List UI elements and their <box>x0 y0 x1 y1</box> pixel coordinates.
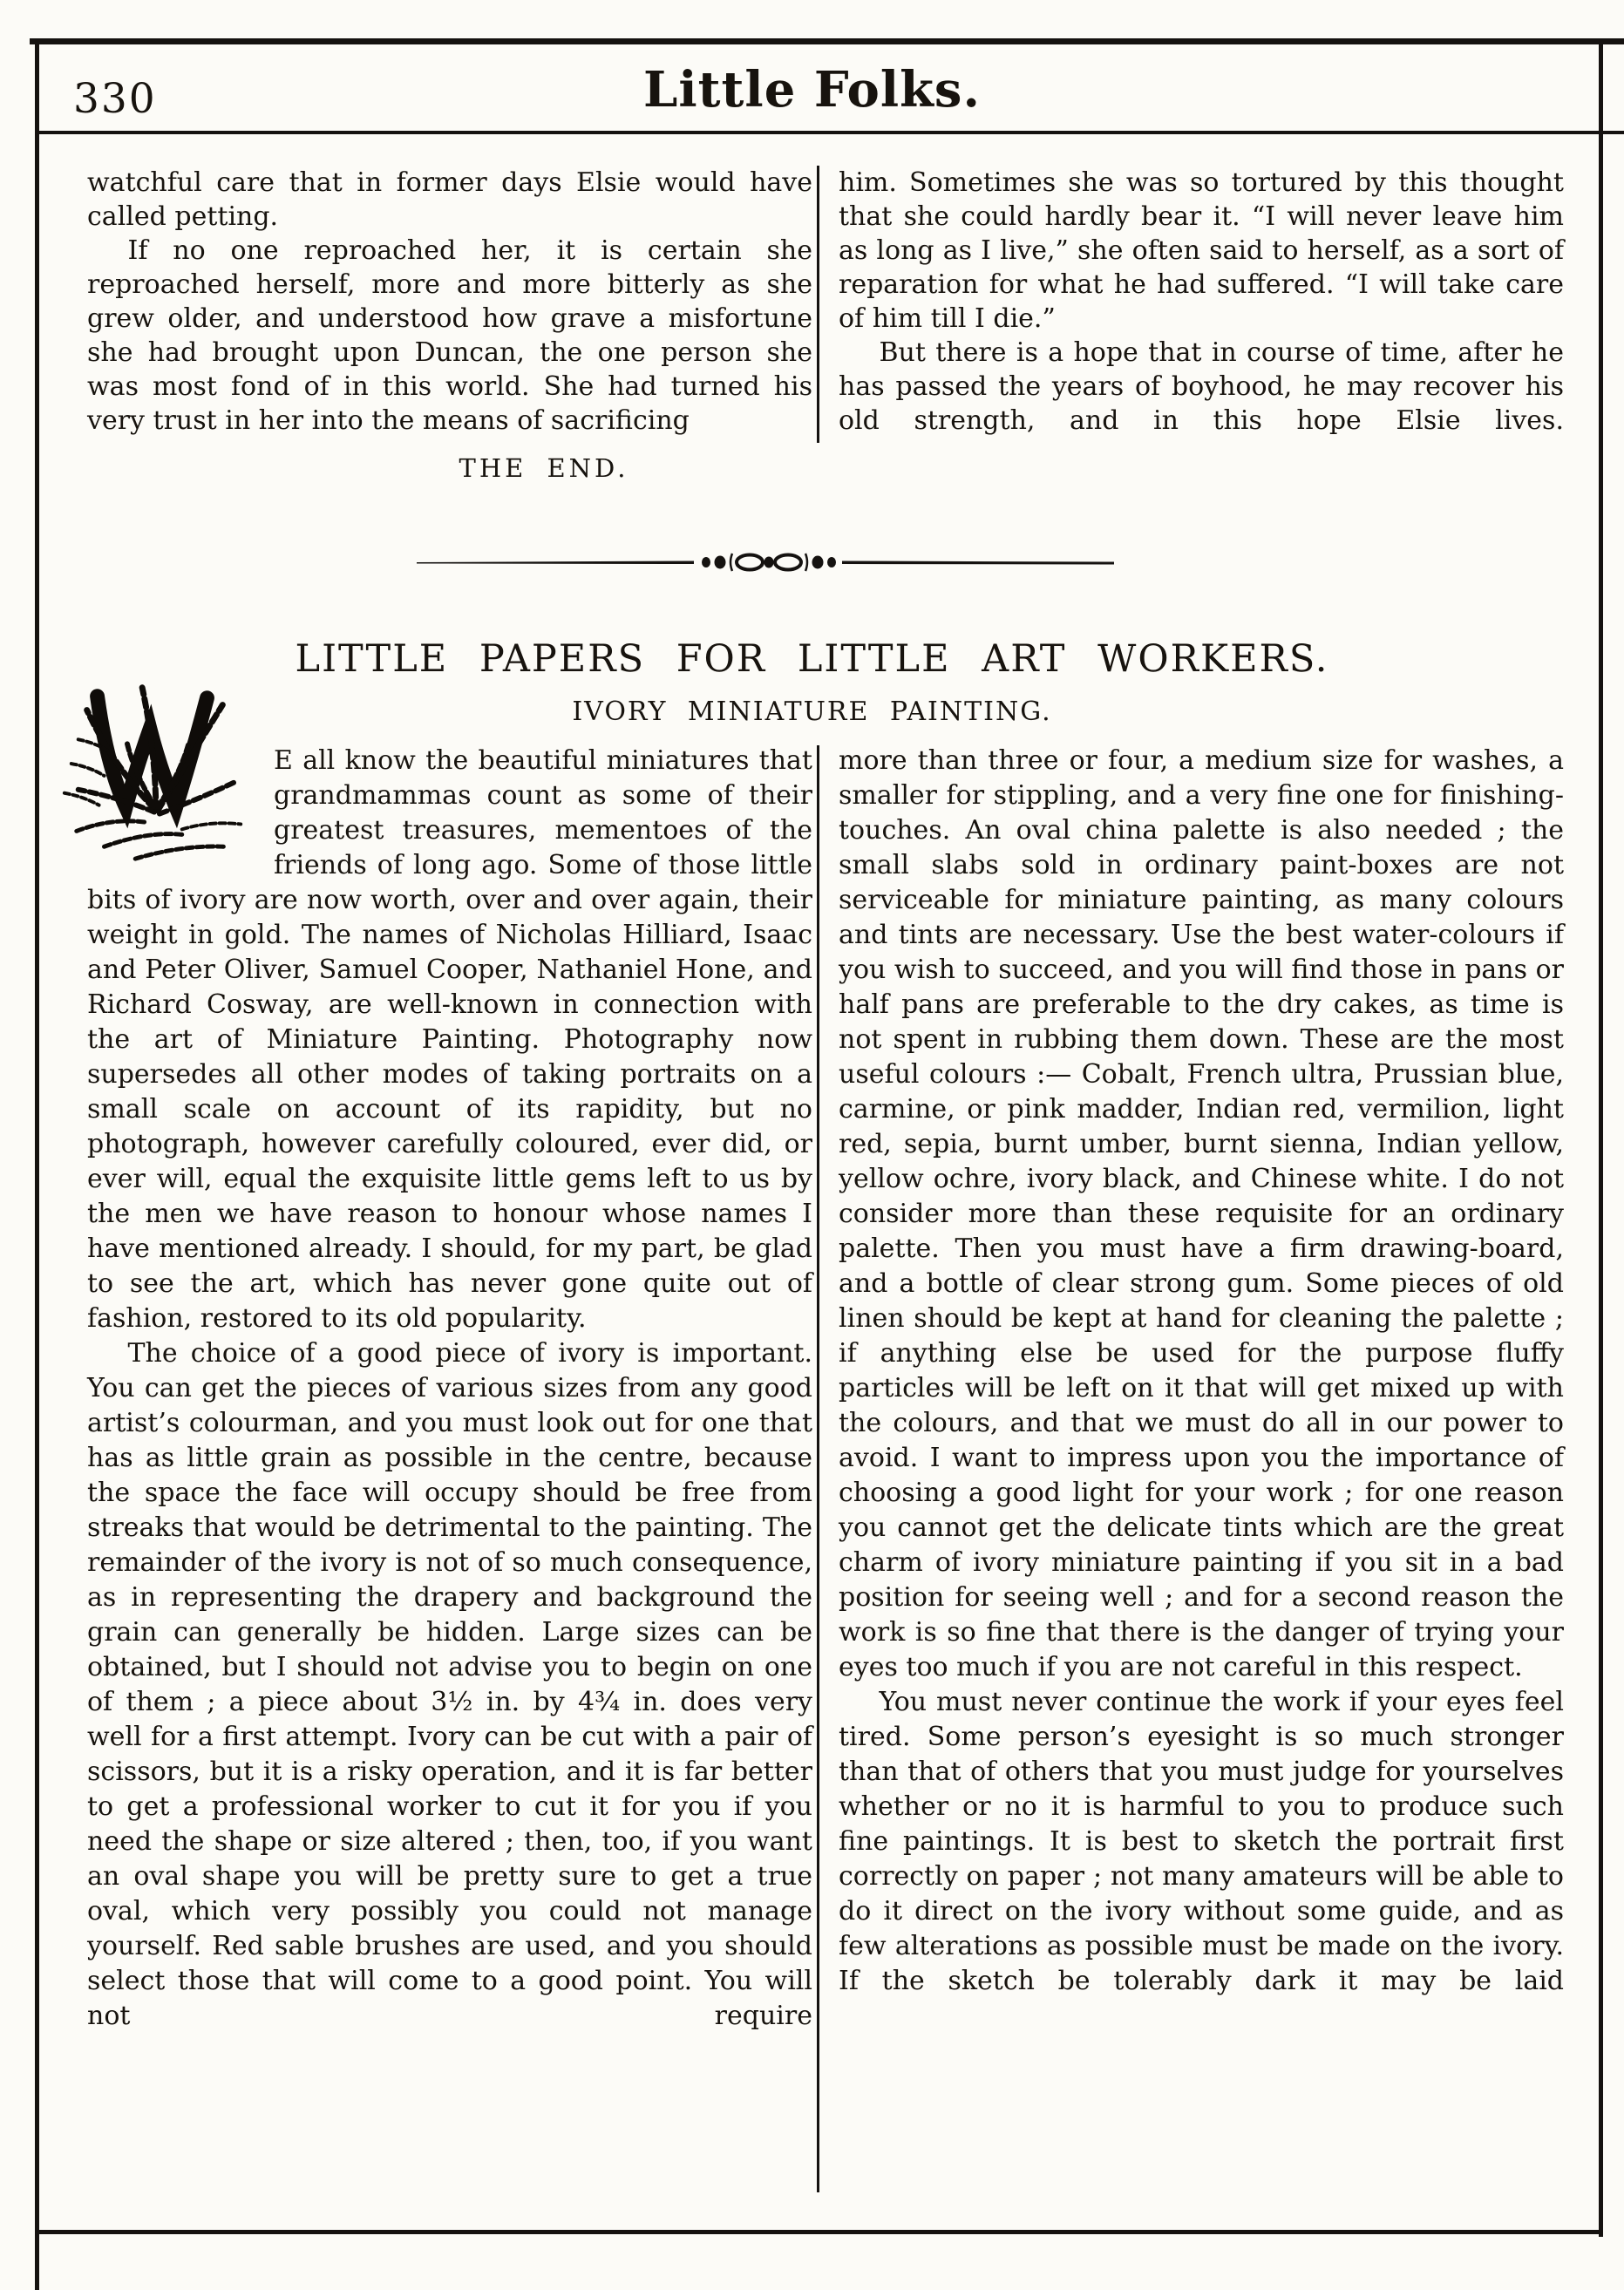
article-subtitle: IVORY MINIATURE PAINTING. <box>572 697 1052 727</box>
article-left-column <box>87 744 812 2034</box>
the-end-marker: THE END. <box>459 453 629 483</box>
paragraph: But there is a hope that in course of time, after he has passed the years of boyhood, he may recover his old strength, and in this hope Elsie lives. <box>839 337 1564 436</box>
page-border-right <box>1599 38 1603 2237</box>
story-right-column <box>839 166 1564 438</box>
article-title: LITTLE PAPERS FOR LITTLE ART WORKERS. <box>295 637 1329 681</box>
paragraph: E all know the beautiful miniatures that grandmammas count as some of their greatest treasures, mementoes of the friends of long ago. Some of those little bits of ivory are now worth, over and over again, their weight in gold. The names of Nicholas Hilliard, Isaac and Peter Oliver, Samuel Cooper, Nathaniel Hone, and Richard Cosway, are well-known in connection with the art of Miniature Painting. Photography now supersedes all other modes of taking portraits on a small scale on account of its rapidity, but no photograph, however carefully coloured, ever did, or ever will, equal the exquisite little gems left to us by the men we have reason to honour whose names I have mentioned already. I should, for my part, be glad to see the art, which has never gone quite out of fashion, restored to its old popularity. <box>87 745 812 1334</box>
fern-initial-illustration <box>52 661 260 874</box>
story-left-column <box>87 166 812 438</box>
paragraph: watchful care that in former days Elsie would have called petting. <box>87 167 812 232</box>
paragraph: You must never continue the work if your eyes feel tired. Some person’s eyesight is so much stronger than that of others that you must judge for yourselves whether or no it is harmful to you to produce such fine paintings. It is best to sketch the portrait first correctly on paper ; not many amateurs will be able to do it direct on the ivory without some guide, and as few alterations as possible must be made on the ivory. If the sketch be tolerably dark it may be laid <box>839 1687 1564 1996</box>
page-number: 330 <box>73 75 157 123</box>
paragraph: more than three or four, a medium size for washes, a smaller for stippling, and a very fine one for finishing-touches. An oval china palette is also needed ; the small slabs sold in ordinary paint-boxes are not serviceable for miniature painting, as many colours and tints are necessary. Use the best water-colours if you wish to succeed, and you will find those in pans or half pans are preferable to the dry cakes, as time is not spent in rubbing them down. These are the most useful colours :— Cobalt, French ultra, Prussian blue, carmine, or pink madder, Indian red, vermilion, light red, sepia, burnt umber, burnt sienna, Indian yellow, yellow ochre, ivory black, and Chinese white. I do not consider more than these requisite for an ordinary palette. Then you must have a firm drawing-board, and a bottle of clear strong gum. Some pieces of old linen should be kept at hand for cleaning the palette ; if anything else be used for the purpose fluffy particles will be left on it that will get mixed up with the colours, and that we must do all in our power to avoid. I want to impress upon you the importance of choosing a good light for your work ; for one reason you cannot get the delicate tints which are the great charm of ivory miniature painting if you sit in a bad position for seeing well ; and for a second reason the work is so fine that there is the danger of trying your eyes too much if you are not careful in this respect. <box>839 745 1564 1682</box>
page-title: Little Folks. <box>643 61 981 119</box>
column-divider-top-section <box>817 166 819 443</box>
page-border-bottom <box>35 2230 1603 2234</box>
page-border-left <box>35 38 39 2290</box>
paragraph: If no one reproached her, it is certain she reproached herself, more and more bitterly as she grew older, and understood how grave a misfortune she had brought upon Duncan, the one person she was most fond of in this world. She had turned his very trust in her into the means of sacrificing <box>87 235 812 436</box>
article-right-column <box>839 744 1564 1999</box>
header-rule <box>35 131 1624 134</box>
page-border-top <box>30 38 1624 44</box>
paragraph: The choice of a good piece of ivory is important. You can get the pieces of various sizes from any good artist’s colourman, and you must look out for one that has as little grain as possible in the centre, because the space the face will occupy should be free from streaks that would be detrimental to the painting. The remainder of the ivory is not of so much consequence, as in representing the drapery and background the grain can generally be hidden. Large sizes can be obtained, but I should not advise you to begin on one of them ; a piece about 3½ in. by 4¾ in. does very well for a first attempt. Ivory can be cut with a pair of scissors, but it is a risky operation, and it is far better to get a professional worker to cut it for you if you need the shape or size altered ; then, too, if you want an oval shape you will be pretty sure to get a true oval, which very possibly you could not manage yourself. Red sable brushes are used, and you should select those that will come to a good point. You will not require <box>87 1338 812 2031</box>
section-divider-ornament <box>417 551 1114 574</box>
paragraph: him. Sometimes she was so tortured by this thought that she could hardly bear it. “I will never leave him as long as I live,” she often said to herself, as a sort of reparation for what he had suffered. “I will take care of him till I die.” <box>839 167 1564 334</box>
column-divider-article <box>817 745 819 2192</box>
